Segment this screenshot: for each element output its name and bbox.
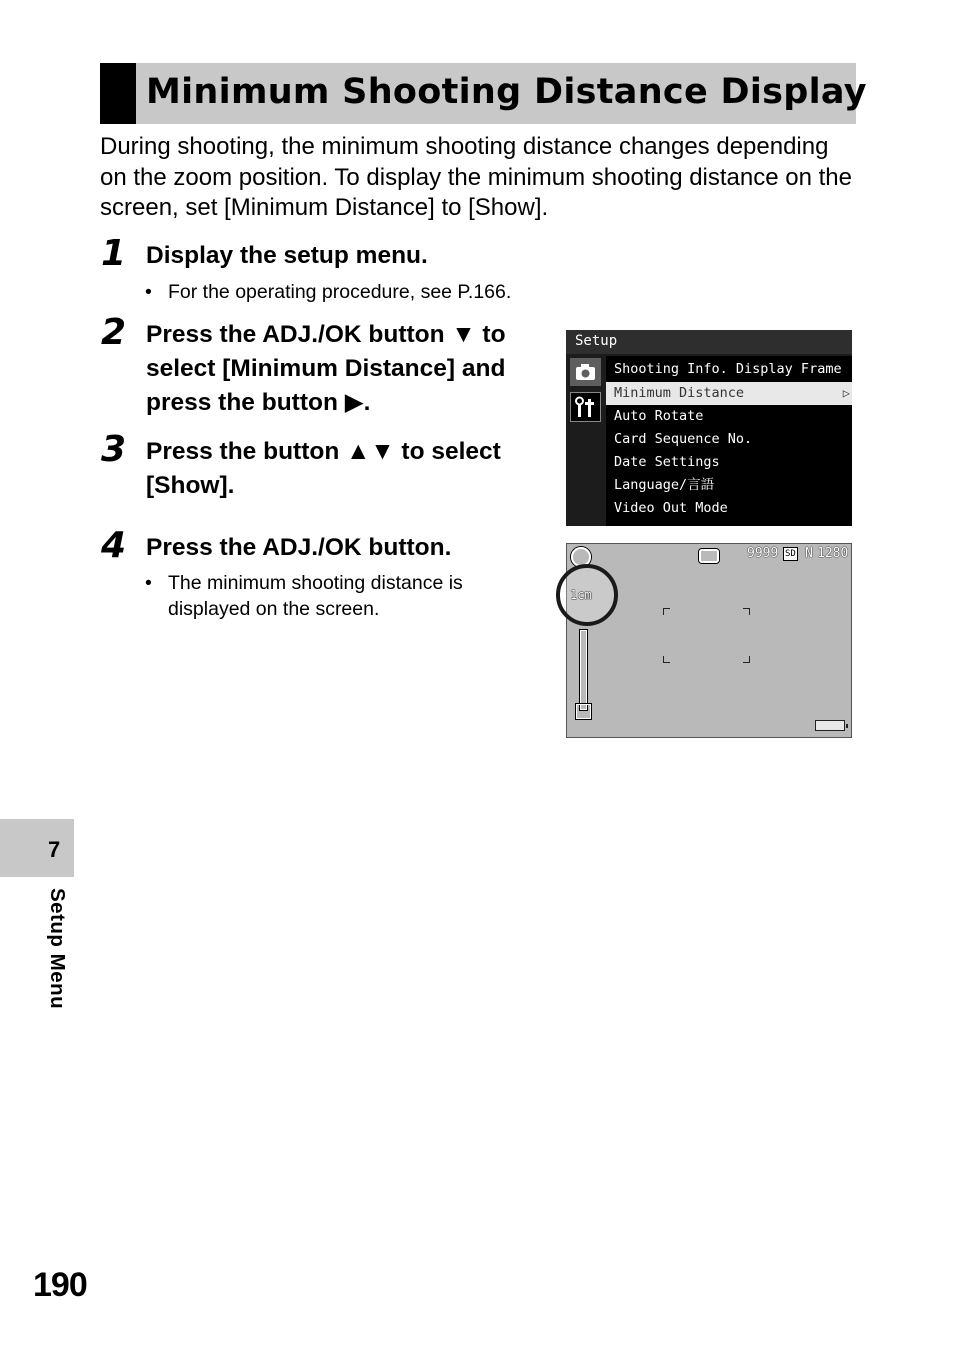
page-title: Minimum Shooting Distance Display xyxy=(146,72,867,112)
step-1-text: Display the setup menu. xyxy=(146,242,428,269)
step-2-text xyxy=(146,318,506,420)
step-4-bullet xyxy=(145,570,463,622)
setup-item-label: Minimum Distance xyxy=(614,385,745,401)
step-2-line-1: Press the ADJ./OK button ▼ to xyxy=(146,321,506,348)
setup-item-minimum-distance xyxy=(606,382,852,405)
step-4-bullet-line-2: displayed on the screen. xyxy=(168,598,380,620)
chapter-tab xyxy=(0,819,74,877)
remaining-shots: 9999 xyxy=(747,546,779,561)
step-3-number: 3 xyxy=(101,429,127,470)
step-3-line-1: Press the button ▲▼ to select xyxy=(146,438,501,465)
camera-mode-icon xyxy=(699,549,719,563)
wrench-icon xyxy=(571,393,600,421)
af-frame-corner xyxy=(663,608,670,615)
macro-icon xyxy=(576,704,591,719)
step-4-text: Press the ADJ./OK button. xyxy=(146,534,452,561)
step-3-line-2: [Show]. xyxy=(146,472,235,499)
camera-tab xyxy=(570,358,601,386)
step-4-number: 4 xyxy=(101,525,127,566)
setup-item-shooting-info: Shooting Info. Display Frame xyxy=(614,361,842,377)
af-frame-corner xyxy=(663,656,670,663)
shooting-screen-screenshot xyxy=(566,543,852,738)
setup-menu-title: Setup xyxy=(575,333,618,349)
step-2-line-2: select [Minimum Distance] and xyxy=(146,355,506,382)
battery-icon xyxy=(815,720,845,731)
step-3-text xyxy=(146,435,501,503)
chapter-label: Setup Menu xyxy=(46,888,69,1010)
setup-menu-list xyxy=(606,356,852,526)
setup-item-auto-rotate: Auto Rotate xyxy=(614,408,704,424)
minimum-distance-readout: 1cm xyxy=(570,588,592,602)
setup-item-date-settings: Date Settings xyxy=(614,454,720,470)
title-marker xyxy=(100,63,136,124)
setup-item-card-sequence: Card Sequence No. xyxy=(614,431,753,447)
page-number: 190 xyxy=(33,1266,87,1304)
zoom-bar xyxy=(580,630,587,710)
step-4-bullet-line-1: • The minimum shooting distance is xyxy=(168,572,463,594)
af-frame-corner xyxy=(743,608,750,615)
setup-item-language: Language/言語 xyxy=(614,477,715,493)
media-badge: SD xyxy=(785,549,796,559)
step-1-number: 1 xyxy=(101,233,127,274)
setup-tab xyxy=(570,392,601,422)
chevron-right-icon: ▷ xyxy=(842,386,850,400)
chapter-number: 7 xyxy=(48,837,61,862)
camera-icon xyxy=(570,358,601,386)
quality-indicator: N xyxy=(805,546,813,561)
step-1-bullet: • For the operating procedure, see P.166. xyxy=(145,279,511,305)
step-2-line-3: press the button ▶. xyxy=(146,389,371,416)
setup-menu-header xyxy=(566,330,852,354)
setup-menu-screenshot xyxy=(566,330,852,526)
setup-item-video-out: Video Out Mode xyxy=(614,500,728,516)
af-frame-corner xyxy=(743,656,750,663)
section-title-bar xyxy=(100,63,867,124)
intro-paragraph: During shooting, the minimum shooting distance changes depending on the zoom position. To display the minimum shooting distance on the screen, set [Minimum Distance] to [Show]. xyxy=(100,133,852,221)
step-2-number: 2 xyxy=(101,312,127,353)
image-size: 1280 xyxy=(817,546,849,561)
